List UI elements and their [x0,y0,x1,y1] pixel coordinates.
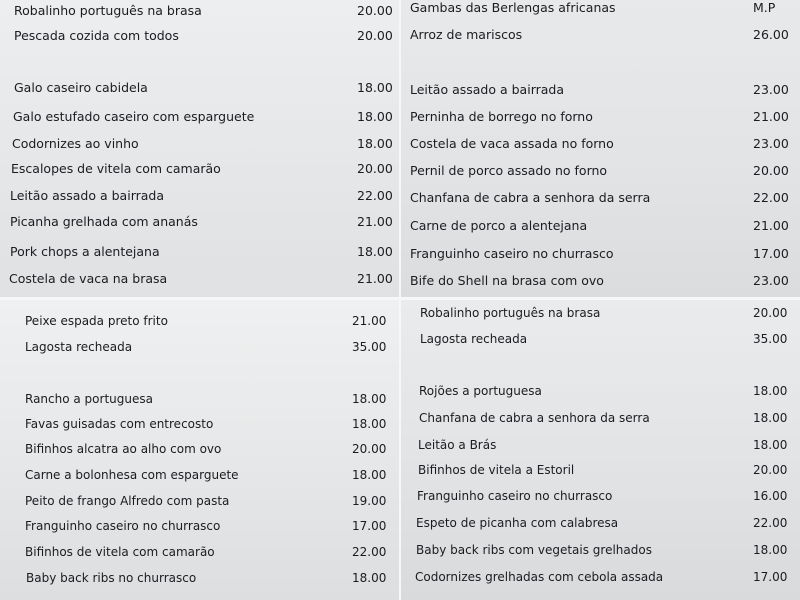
dish-name: Bife do Shell na brasa com ovo [410,273,604,288]
dish-price: 20.00 [753,463,788,477]
menu-item-row [401,485,800,507]
dish-name: Franguinho caseiro no churrasco [417,489,613,503]
dish-name: Franguinho caseiro no churrasco [25,519,221,533]
dish-price: 22.00 [753,516,788,530]
menu-item-row [401,187,800,209]
menu-item-row [0,567,399,589]
menu-panel-bottom-right [401,300,800,600]
menu-item-row [0,336,399,358]
dish-name: Gambas das Berlengas africanas [410,0,616,15]
dish-price: 18.00 [753,411,788,425]
dish-price: 20.00 [357,161,393,176]
dish-name: Robalinho português na brasa [14,3,202,18]
menu-item-row [401,512,800,534]
dish-name: Arroz de mariscos [410,27,523,42]
dish-price: 18.00 [753,543,788,557]
dish-name: Galo estufado caseiro com esparguete [13,109,255,124]
dish-name: Robalinho português na brasa [420,306,601,320]
dish-price: 22.00 [357,188,393,203]
menu-item-row [0,25,399,47]
menu-item-row [0,77,399,99]
vertical-divider [399,0,401,600]
dish-name: Perninha de borrego no forno [410,109,593,124]
dish-price: 18.00 [357,244,393,259]
menu-item-row [401,302,800,324]
dish-name: Franguinho caseiro no churrasco [410,246,614,261]
menu-item-row [0,310,399,332]
dish-price: 22.00 [352,545,387,559]
dish-price: M.P [753,0,776,15]
menu-item-row [0,515,399,537]
menu-item-row [0,133,399,155]
menu-item-row [0,211,399,233]
menu-item-row [401,215,800,237]
dish-price: 18.00 [352,417,387,431]
dish-name: Codornizes grelhadas com cebola assada [415,570,664,584]
dish-name: Pernil de porco assado no forno [410,163,608,178]
menu-item-row [401,243,800,265]
dish-price: 18.00 [753,384,788,398]
menu-item-row [401,434,800,456]
menu-item-row [401,160,800,182]
dish-name: Leitão assado a bairrada [10,188,165,203]
dish-name: Favas guisadas com entrecosto [25,417,214,431]
menu-item-row [401,566,800,588]
dish-price: 21.00 [357,214,393,229]
dish-price: 17.00 [753,246,789,261]
dish-price: 18.00 [357,136,393,151]
menu-item-row [401,539,800,561]
menu-item-row [401,79,800,101]
menu-item-row [0,106,399,128]
dish-name: Rancho a portuguesa [25,392,153,406]
dish-price: 16.00 [753,489,788,503]
dish-price: 21.00 [753,218,789,233]
dish-name: Carne de porco a alentejana [410,218,588,233]
dish-price: 17.00 [352,519,387,533]
menu-item-row [401,24,800,46]
dish-price: 20.00 [352,442,387,456]
dish-price: 18.00 [357,109,393,124]
dish-name: Lagosta recheada [25,340,133,354]
dish-name: Picanha grelhada com ananás [10,214,198,229]
menu-item-row [0,241,399,263]
dish-name: Escalopes de vitela com camarão [11,161,221,176]
menu-item-row [0,158,399,180]
menu-item-row [0,388,399,410]
horizontal-divider [0,297,800,300]
dish-price: 23.00 [753,82,789,97]
dish-name: Espeto de picanha com calabresa [416,516,619,530]
menu-item-row [0,438,399,460]
menu-item-row [401,328,800,350]
dish-name: Chanfana de cabra a senhora da serra [410,190,651,205]
dish-name: Leitão assado a bairrada [410,82,565,97]
dish-name: Leitão a Brás [418,438,497,452]
menu-item-row [0,268,399,290]
dish-price: 20.00 [357,28,393,43]
menu-item-row [0,541,399,563]
menu-item-row [0,0,399,22]
dish-price: 19.00 [352,494,387,508]
menu-item-row [0,413,399,435]
dish-price: 21.00 [357,271,393,286]
dish-price: 20.00 [357,3,393,18]
dish-name: Costela de vaca assada no forno [410,136,614,151]
menu-item-row [401,0,800,19]
menu-item-row [401,106,800,128]
dish-price: 18.00 [352,392,387,406]
dish-name: Rojões a portuguesa [419,384,542,398]
dish-name: Pescada cozida com todos [14,28,179,43]
dish-price: 21.00 [753,109,789,124]
dish-name: Costela de vaca na brasa [9,271,168,286]
dish-name: Baby back ribs com vegetais grelhados [416,543,652,557]
menu-panel-top-right [401,0,800,297]
dish-name: Codornizes ao vinho [12,136,139,151]
dish-price: 21.00 [352,314,387,328]
dish-price: 26.00 [753,27,789,42]
dish-name: Lagosta recheada [420,332,528,346]
dish-price: 22.00 [753,190,789,205]
menu-item-row [401,407,800,429]
dish-price: 18.00 [352,571,387,585]
dish-name: Galo caseiro cabidela [14,80,148,95]
dish-name: Bifinhos alcatra ao alho com ovo [25,442,222,456]
dish-name: Bifinhos de vitela a Estoril [418,463,575,477]
dish-name: Peixe espada preto frito [25,314,168,328]
menu-item-row [401,270,800,292]
dish-name: Pork chops a alentejana [10,244,160,259]
dish-price: 20.00 [753,163,789,178]
dish-price: 35.00 [352,340,387,354]
dish-price: 18.00 [357,80,393,95]
dish-name: Carne a bolonhesa com esparguete [25,468,239,482]
menu-item-row [0,464,399,486]
menu-item-row [401,459,800,481]
dish-price: 18.00 [753,438,788,452]
menu-item-row [401,133,800,155]
menu-panel-top-left [0,0,399,297]
menu-item-row [0,490,399,512]
dish-price: 23.00 [753,273,789,288]
menu-item-row [401,380,800,402]
dish-price: 20.00 [753,306,788,320]
dish-price: 35.00 [753,332,788,346]
menu-item-row [0,185,399,207]
dish-name: Peito de frango Alfredo com pasta [25,494,230,508]
menu-panel-bottom-left [0,300,399,600]
dish-price: 23.00 [753,136,789,151]
dish-price: 18.00 [352,468,387,482]
dish-name: Chanfana de cabra a senhora da serra [419,411,650,425]
dish-name: Baby back ribs no churrasco [26,571,197,585]
dish-name: Bifinhos de vitela com camarão [25,545,215,559]
dish-price: 17.00 [753,570,788,584]
